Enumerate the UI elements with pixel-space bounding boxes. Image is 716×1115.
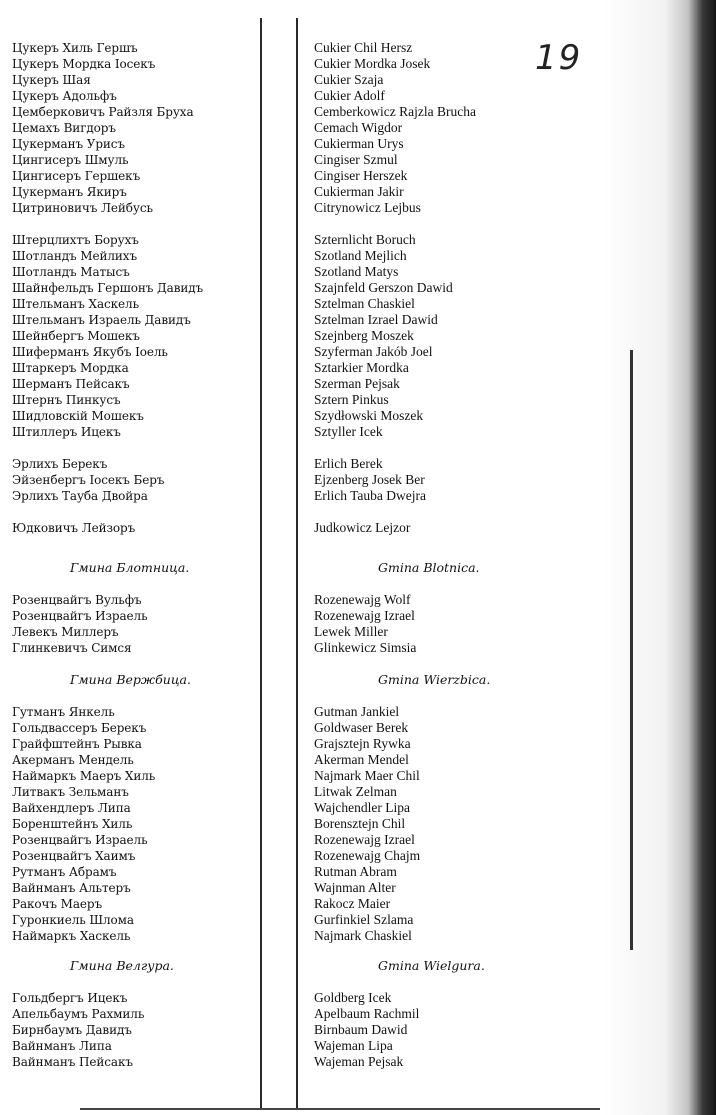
latin-name-entry: Sztern Pinkus	[314, 392, 389, 407]
latin-name-entry: Rozenewajg Izrael	[314, 608, 415, 623]
latin-name-entry: Erlich Tauba Dwejra	[314, 488, 427, 503]
cyrillic-name-entry: Шидловскій Мошекъ	[12, 409, 144, 423]
latin-name-entry: Cemach Wigdor	[314, 120, 403, 135]
latin-name-entry: Cukier Chil Hersz	[314, 40, 413, 55]
latin-name-entry: Rozenewajg Chajm	[314, 848, 421, 863]
cyrillic-name-entry: Розенцвайгъ Израель	[12, 609, 148, 623]
cyrillic-name-entry: Гольдвассеръ Берекъ	[12, 721, 147, 735]
latin-name-entry: Szotland Mejlich	[314, 248, 407, 263]
page-fold-line	[630, 350, 633, 950]
page-edge-shadow	[604, 0, 716, 1115]
cyrillic-name-entry: Эрлихъ Берекъ	[12, 457, 108, 471]
cyrillic-name-entry: Розенцвайгъ Вульфъ	[12, 593, 142, 607]
latin-name-entry: Cukier Mordka Josek	[314, 56, 431, 71]
cyrillic-name-entry: Цукерманъ Якиръ	[12, 185, 127, 199]
cyrillic-name-entry: Вайнманъ Альтеръ	[12, 881, 131, 895]
cyrillic-name-entry: Штернъ Пинкусъ	[12, 393, 121, 407]
latin-name-entry: Judkowicz Lejzor	[314, 520, 411, 535]
cyrillic-name-entry: Акерманъ Мендель	[12, 753, 134, 767]
column-divider-left	[260, 18, 262, 1108]
latin-name-entry: Goldberg Icek	[314, 990, 392, 1005]
cyrillic-name-entry: Цукеръ Адольфъ	[12, 89, 117, 103]
latin-name-entry: Najmark Maer Chil	[314, 768, 420, 783]
latin-name-entry: Apelbaum Rachmil	[314, 1006, 420, 1021]
cyrillic-name-entry: Цингисеръ Шмуль	[12, 153, 129, 167]
cyrillic-name-entry: Шейнбергъ Мошекъ	[12, 329, 140, 343]
cyrillic-gmina-heading: Гмина Вержбица.	[70, 672, 191, 687]
cyrillic-name-entry: Глинкевичъ Симся	[12, 641, 132, 655]
latin-name-entry: Rakocz Maier	[314, 896, 391, 911]
cyrillic-name-entry: Наймаркъ Маеръ Хиль	[12, 769, 156, 783]
latin-name-entry: Grajsztejn Rywka	[314, 736, 411, 751]
latin-name-entry: Cukierman Urys	[314, 136, 404, 151]
cyrillic-name-entry: Шотландъ Мейлихъ	[12, 249, 137, 263]
latin-name-entry: Gutman Jankiel	[314, 704, 400, 719]
cyrillic-gmina-heading: Гмина Блотница.	[70, 560, 190, 575]
latin-name-entry: Citrynowicz Lejbus	[314, 200, 421, 215]
handwritten-page-number: 19	[535, 38, 583, 78]
latin-name-entry: Akerman Mendel	[314, 752, 409, 767]
cyrillic-name-entry: Вайнманъ Пейсакъ	[12, 1055, 133, 1069]
cyrillic-name-entry: Левекъ Миллеръ	[12, 625, 119, 639]
cyrillic-name-entry: Боренштейнъ Хиль	[12, 817, 133, 831]
latin-name-entry: Szydłowski Moszek	[314, 408, 424, 423]
latin-name-entry: Cingiser Szmul	[314, 152, 398, 167]
latin-name-entry: Szyferman Jakób Joel	[314, 344, 433, 359]
latin-name-entry: Szerman Pejsak	[314, 376, 400, 391]
latin-name-entry: Goldwaser Berek	[314, 720, 409, 735]
cyrillic-name-entry: Шиферманъ Якубъ Іоель	[12, 345, 168, 359]
latin-name-entry: Sztelman Izrael Dawid	[314, 312, 438, 327]
cyrillic-name-entry: Юдковичъ Лейзоръ	[12, 521, 136, 535]
latin-name-entry: Cukier Adolf	[314, 88, 385, 103]
cyrillic-name-entry: Штельманъ Хаскель	[12, 297, 140, 311]
latin-name-entry: Rozenewajg Wolf	[314, 592, 411, 607]
cyrillic-name-entry: Штаркеръ Мордка	[12, 361, 129, 375]
latin-name-entry: Cemberkowicz Rajzla Brucha	[314, 104, 476, 119]
latin-gmina-heading: Gmina Wielgura.	[378, 958, 485, 973]
latin-name-entry: Szajnfeld Gerszon Dawid	[314, 280, 453, 295]
cyrillic-gmina-heading: Гмина Велгура.	[70, 958, 174, 973]
cyrillic-name-entry: Вайхендлеръ Липа	[12, 801, 131, 815]
cyrillic-name-entry: Ракочъ Маеръ	[12, 897, 102, 911]
latin-name-entry: Cingiser Herszek	[314, 168, 408, 183]
latin-name-entry: Szternlicht Boruch	[314, 232, 416, 247]
cyrillic-name-entry: Рутманъ Абрамъ	[12, 865, 117, 879]
cyrillic-name-entry: Вайнманъ Липа	[12, 1039, 112, 1053]
cyrillic-name-entry: Цитриновичъ Лейбусь	[12, 201, 153, 215]
cyrillic-name-entry: Штиллеръ Ицекъ	[12, 425, 121, 439]
cyrillic-name-entry: Гуронкиель Шлома	[12, 913, 134, 927]
latin-name-entry: Glinkewicz Simsia	[314, 640, 417, 655]
cyrillic-name-entry: Цукеръ Шая	[12, 73, 91, 87]
cyrillic-name-entry: Цукеръ Мордка Іосекъ	[12, 57, 156, 71]
latin-name-entry: Sztarkier Mordka	[314, 360, 409, 375]
latin-name-entry: Wajeman Pejsak	[314, 1054, 404, 1069]
latin-name-entry: Szotland Matys	[314, 264, 399, 279]
cyrillic-name-entry: Шерманъ Пейсакъ	[12, 377, 130, 391]
cyrillic-name-entry: Наймаркъ Хаскель	[12, 929, 131, 943]
column-divider-right	[296, 18, 298, 1108]
cyrillic-name-entry: Штельманъ Израель Давидъ	[12, 313, 191, 327]
latin-name-entry: Wajchendler Lipa	[314, 800, 410, 815]
latin-name-entry: Birnbaum Dawid	[314, 1022, 408, 1037]
cyrillic-name-entry: Гутманъ Янкель	[12, 705, 115, 719]
latin-name-entry: Lewek Miller	[314, 624, 388, 639]
latin-name-entry: Wajnman Alter	[314, 880, 396, 895]
latin-name-entry: Wajeman Lipa	[314, 1038, 393, 1053]
latin-name-column	[314, 0, 604, 1115]
latin-name-entry: Najmark Chaskiel	[314, 928, 412, 943]
latin-name-entry: Gurfinkiel Szlama	[314, 912, 414, 927]
latin-name-entry: Borensztejn Chil	[314, 816, 406, 831]
latin-name-entry: Ejzenberg Josek Ber	[314, 472, 425, 487]
cyrillic-name-entry: Цингисеръ Гершекъ	[12, 169, 141, 183]
latin-name-entry: Litwak Zelman	[314, 784, 397, 799]
latin-name-entry: Rozenewajg Izrael	[314, 832, 415, 847]
cyrillic-name-entry: Грайфштейнъ Рывка	[12, 737, 142, 751]
bottom-rule	[80, 1108, 600, 1110]
cyrillic-name-entry: Бирнбаумъ Давидъ	[12, 1023, 132, 1037]
latin-name-entry: Rutman Abram	[314, 864, 397, 879]
latin-gmina-heading: Gmina Wierzbica.	[378, 672, 491, 687]
cyrillic-name-entry: Шотландъ Матысъ	[12, 265, 130, 279]
cyrillic-name-entry: Штерцлихтъ Борухъ	[12, 233, 139, 247]
cyrillic-name-entry: Цукерманъ Урисъ	[12, 137, 125, 151]
cyrillic-name-entry: Эрлихъ Тауба Двойра	[12, 489, 148, 503]
cyrillic-name-entry: Цемахъ Вигдоръ	[12, 121, 116, 135]
latin-name-entry: Sztyller Icek	[314, 424, 383, 439]
latin-name-entry: Szejnberg Moszek	[314, 328, 414, 343]
cyrillic-name-entry: Шайнфельдъ Гершонъ Давидъ	[12, 281, 204, 295]
cyrillic-name-entry: Апельбаумъ Рахмиль	[12, 1007, 145, 1021]
cyrillic-name-entry: Цукеръ Хиль Гершъ	[12, 41, 138, 55]
cyrillic-name-entry: Розенцвайгъ Хаимъ	[12, 849, 136, 863]
cyrillic-name-entry: Розенцвайгъ Израель	[12, 833, 148, 847]
cyrillic-name-entry: Литвакъ Зельманъ	[12, 785, 129, 799]
cyrillic-name-entry: Цемберковичъ Райзля Бруха	[12, 105, 194, 119]
latin-name-entry: Cukierman Jakir	[314, 184, 404, 199]
latin-name-entry: Sztelman Chaskiel	[314, 296, 415, 311]
cyrillic-name-entry: Гольдбергъ Ицекъ	[12, 991, 128, 1005]
latin-name-entry: Erlich Berek	[314, 456, 383, 471]
cyrillic-name-entry: Эйзенбергъ Іосекъ Беръ	[12, 473, 165, 487]
latin-gmina-heading: Gmina Blotnica.	[378, 560, 480, 575]
cyrillic-name-column	[12, 0, 260, 1115]
latin-name-entry: Cukier Szaja	[314, 72, 384, 87]
